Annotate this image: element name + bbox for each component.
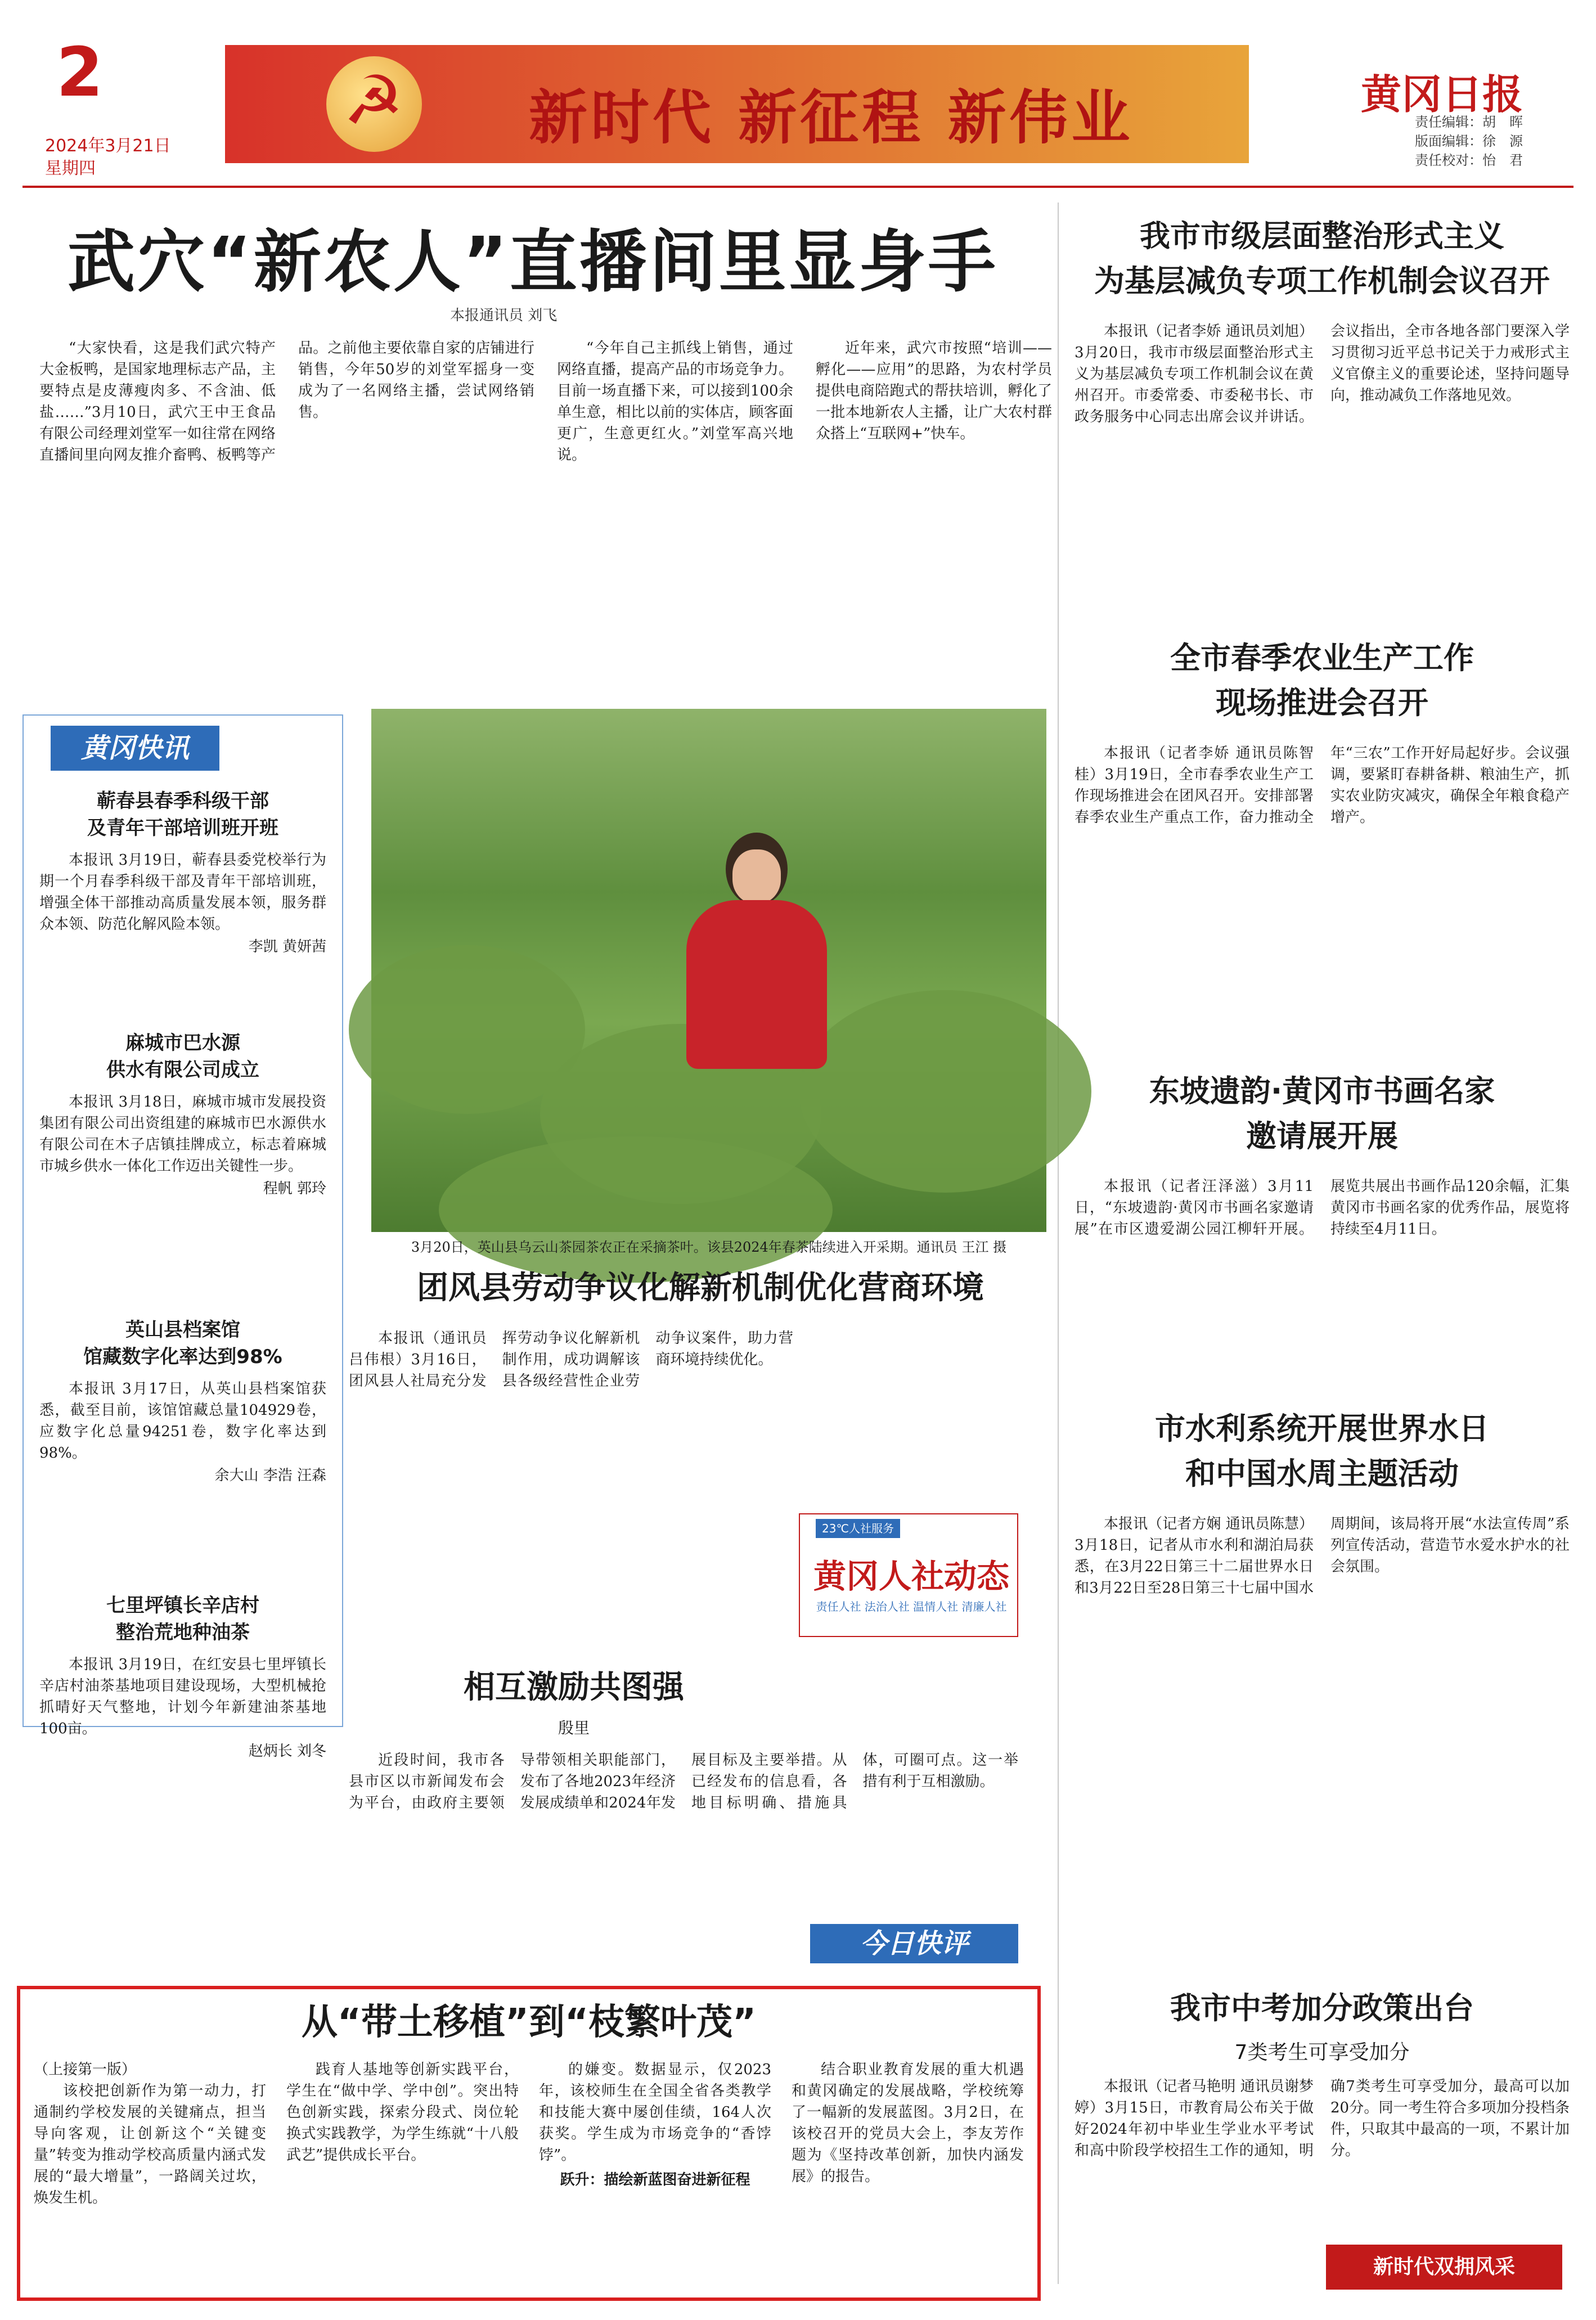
editor-line: 版面编辑：徐 源	[1415, 133, 1523, 149]
social-title: 黄冈人社动态	[813, 1557, 1009, 1595]
right-news-5-body	[1075, 2076, 1570, 2239]
bottom-article-body	[34, 2059, 1024, 2295]
title-line: 整治荒地种油茶	[116, 1621, 250, 1644]
title-line: 全市春季农业生产工作	[1170, 640, 1474, 676]
title-line: 邀请展开展	[1246, 1118, 1398, 1154]
editor-line: 责任校对：怡 君	[1415, 152, 1523, 168]
title-line: 为基层减负专项工作机制会议召开	[1094, 263, 1550, 299]
slogan-banner	[225, 45, 1249, 163]
title-line: 我市中考加分政策出台	[1170, 1990, 1474, 2026]
paragraph: 的嫌变。数据显示，仅2023年，该校师生在全国全省各类教学和技能大赛中屡创佳绩，164人次获奖。学生成为市场竞争的“香饽饽”。	[539, 2061, 771, 2164]
title-line: 和中国水周主题活动	[1185, 1456, 1459, 1491]
main-article-body	[39, 338, 1052, 686]
title-line: 东坡遗韵·黄冈市书画名家	[1149, 1073, 1495, 1109]
kuaixun-author: 余大山 李浩 汪森	[214, 1467, 326, 1484]
kuaixun-item-body	[39, 1654, 326, 1760]
jinri-commentary-label: 今日快评	[810, 1924, 1018, 1963]
bottom-subheading: 跃升：描绘新蓝图奋进新征程	[560, 2171, 750, 2188]
paragraph: 践育人基地等创新实践平台，学生在“做中学、学中创”。突出特色创新实践，探索分段式、岗位轮换式实践教学，为学生练就“十八般武艺”提供成长平台。	[286, 2061, 519, 2164]
tea-bush	[799, 990, 1091, 1193]
right-news-1-title	[1069, 214, 1575, 304]
title-line: 麻城市巴水源	[125, 1032, 240, 1054]
column-logo: 新时代双拥风采	[1326, 2245, 1562, 2290]
right-news-4-title	[1069, 1406, 1575, 1496]
editor-line: 责任编辑：胡 晖	[1415, 114, 1523, 130]
social-subtitle: 责任人社 法治人社 温情人社 清廉人社	[816, 1600, 1007, 1613]
tea-garden-photo	[371, 709, 1046, 1232]
paragraph: 结合职业教育发展的重大机遇和黄冈确定的发展战略，学校统筹了一幅新的发展蓝图。3月2日，在该校召开的党员大会上，李友芳作题为《坚持改革创新，加快内涵发展》的报告。	[792, 2061, 1024, 2185]
paragraph: 本报讯 3月19日，蕲春县委党校举行为期一个月春季科级干部及青年干部培训班，增强全体干部推动高质量发展本领，服务群众本领、防范化解风险本领。	[39, 852, 326, 933]
person-red-jacket	[686, 900, 827, 1069]
middle-article-2-body	[349, 1750, 1018, 1918]
masthead	[23, 23, 1573, 191]
masthead-rule	[23, 186, 1573, 188]
middle-article-1-body	[349, 1328, 793, 1508]
kuaixun-author: 李凯 黄妍茜	[248, 938, 326, 955]
editor-credits	[1415, 113, 1523, 170]
publish-weekday: 星期四	[45, 159, 96, 178]
kuaixun-item-body	[39, 849, 326, 1018]
kuaixun-item-title	[34, 1029, 332, 1083]
title-line: 及青年干部培训班开班	[87, 817, 278, 839]
middle-article-2-title: 相互激励共图强	[464, 1669, 684, 1706]
kuaixun-item-title	[34, 1316, 332, 1370]
right-news-1-body	[1075, 321, 1570, 624]
paragraph: “今年自己主抓线上销售，通过网络直播，提高产品的市场竞争力。目前一场直播下来，可以接到100余单生意，相比以前的实体店，顾客面更广，生意更红火。”刘堂军高兴地说。	[557, 340, 793, 464]
title-line: 馆藏数字化率达到98%	[83, 1346, 282, 1368]
date-line	[45, 135, 171, 180]
middle-article-1-title: 团风县劳动争议化解新机制优化营商环境	[417, 1270, 984, 1306]
party-emblem-icon	[326, 56, 422, 152]
paragraph: 本报讯（记者李娇 通讯员刘旭）3月20日，我市市级层面整治形式主义为基层减负专项工作机制会议在黄州召开。市委常委、市委秘书长、市政务服务中心同志出席会议并讲话。会议指出，全市各地各部门要深入学习贯彻习近平总书记关于力戒形式主义官僚主义的重要论述，坚持问题导向，推动减负工作落地见效。	[1075, 323, 1570, 425]
title-line: 七里坪镇长辛店村	[106, 1594, 259, 1617]
page-number: 2	[56, 34, 104, 112]
paragraph: 本报讯（通讯员吕伟根）3月16日，团风县人社局充分发挥劳动争议化解新机制作用，成功调解该县各级经营性企业劳动争议案件，助力营商环境持续优化。	[349, 1330, 793, 1390]
photo-caption: 3月20日，英山县乌云山茶园茶农正在采摘茶叶。该县2024年春茶陆续进入开采期。通讯员 王江 摄	[411, 1239, 1007, 1255]
social-tag: 23℃人社服务	[816, 1519, 900, 1538]
bottom-article-title: 从“带土移植”到“枝繁叶茂”	[301, 2002, 757, 2043]
banner-slogan: 新时代 新征程 新伟业	[529, 83, 1134, 152]
column-divider	[1058, 203, 1059, 2284]
publish-date: 2024年3月21日	[45, 136, 171, 156]
paragraph: 本报讯 3月17日，从英山县档案馆获悉，截至目前，该馆馆藏总量104929卷，应数字化总量94251卷，数字化率达到98%。	[39, 1381, 326, 1462]
kuaixun-item-body	[39, 1091, 326, 1305]
right-news-5-title	[1069, 1986, 1575, 2031]
title-line: 市水利系统开展世界水日	[1155, 1411, 1489, 1446]
kuaixun-item-body	[39, 1378, 326, 1581]
newspaper-brand: 黄冈日报	[1360, 70, 1523, 118]
kuaixun-author: 赵炳长 刘冬	[248, 1743, 326, 1760]
person-face	[732, 849, 781, 903]
kuaixun-label: 黄冈快讯	[51, 726, 219, 771]
right-news-3-body	[1075, 1176, 1570, 1401]
title-line: 我市市级层面整治形式主义	[1140, 218, 1504, 254]
paragraph: 本报讯（记者方娴 通讯员陈慧）3月18日，记者从市水利和湖泊局获悉，在3月22日第三十二届世界水日和3月22日至28日第三十七届中国水周期间，该局将开展“水法宣传周”系列宣传活动，营造节水爱水护水的社会氛围。	[1075, 1516, 1570, 1597]
main-headline: 武穴“新农人”直播间里显身手	[68, 223, 998, 302]
paragraph: 本报讯 3月18日，麻城市城市发展投资集团有限公司出资组建的麻城市巴水源供水有限公司在木子店镇挂牌成立，标志着麻城市城乡供水一体化工作迈出关键性一步。	[39, 1094, 326, 1175]
title-line: 英山县档案馆	[125, 1319, 240, 1341]
main-byline: 本报通讯员 刘飞	[450, 307, 558, 324]
right-news-5-subtitle: 7类考生可享受加分	[1234, 2041, 1410, 2064]
paragraph: 本报讯（记者马艳明 通讯员谢梦婷）3月15日，市教育局公布关于做好2024年初中毕业生学业水平考试和高中阶段学校招生工作的通知，明确7类考生可享受加分，最高可以加20分。同一考生符合多项加分投档条件，只取其中最高的一项，不累计加分。	[1075, 2078, 1570, 2159]
right-news-2-title	[1069, 636, 1575, 726]
right-news-4-body	[1075, 1513, 1570, 1963]
paragraph: 本报讯（记者汪泽滋）3月11日，“东坡遗韵·黄冈市书画名家邀请展”在市区遗爱湖公园江柳轩开展。展览共展出书画作品120余幅，汇集黄冈市书画名家的优秀作品，展览将持续至4月11日。	[1075, 1178, 1570, 1238]
title-line: 蕲春县春季科级干部	[97, 790, 269, 812]
right-news-3-title	[1069, 1069, 1575, 1159]
continued-note: （上接第一版）	[34, 2061, 137, 2078]
kuaixun-item-title	[34, 788, 332, 842]
tea-picker-figure	[686, 833, 827, 1069]
tea-bush	[439, 1136, 833, 1283]
title-line: 现场推进会召开	[1216, 685, 1428, 721]
paragraph: 近段时间，我市各县市区以市新闻发布会为平台，由政府主要领导带领相关职能部门，发布了各地2023年经济发展成绩单和2024年发展目标及主要举措。从已经发布的信息看，各地目标明确、措施具体，可圈可点。这一举措有利于互相激励。	[349, 1752, 1018, 1811]
kuaixun-item-title	[34, 1592, 332, 1646]
title-line: 供水有限公司成立	[106, 1059, 259, 1081]
right-news-2-body	[1075, 743, 1570, 1058]
paragraph: 该校把创新作为第一动力，打通制约学校发展的关键痛点，担当导向客观，让创新这个“关键变量”转变为推动学校高质量内涵式发展的“最大增量”，一路阔关过坎，焕发生机。	[34, 2083, 266, 2206]
middle-article-2-author: 殷里	[558, 1719, 590, 1737]
paragraph: 本报讯（记者李娇 通讯员陈智桂）3月19日，全市春季农业生产工作现场推进会在团风召开。安排部署春季农业生产重点工作，奋力推动全年“三农”工作开好局起好步。会议强调，要紧盯春耕备耕、粮油生产，抓实农业防灾减灾，确保全年粮食稳产增产。	[1075, 745, 1570, 826]
paragraph: 近年来，武穴市按照“培训——孵化——应用”的思路，为农村学员提供电商陪跑式的帮扶培训，孵化了一批本地新农人主播，让广大农村群众搭上“互联网+”快车。	[816, 340, 1052, 442]
paragraph: 本报讯 3月19日，在红安县七里坪镇长辛店村油茶基地项目建设现场，大型机械抢抓晴好天气整地，计划今年新建油茶基地100亩。	[39, 1656, 326, 1737]
paragraph: “大家快看，这是我们武穴特产大金板鸭，是国家地理标志产品，主要特点是皮薄瘦肉多、不含油、低盐……”3月10日，武穴王中王食品有限公司经理刘堂军一如往常在网络直播间里向网友推介畜鸭、板鸭等产品。之前他主要依靠自家的店铺进行销售，今年50岁的刘堂军摇身一变成为了一名网络主播，尝试网络销售。	[39, 340, 534, 464]
kuaixun-author: 程帆 郭玲	[263, 1180, 326, 1197]
